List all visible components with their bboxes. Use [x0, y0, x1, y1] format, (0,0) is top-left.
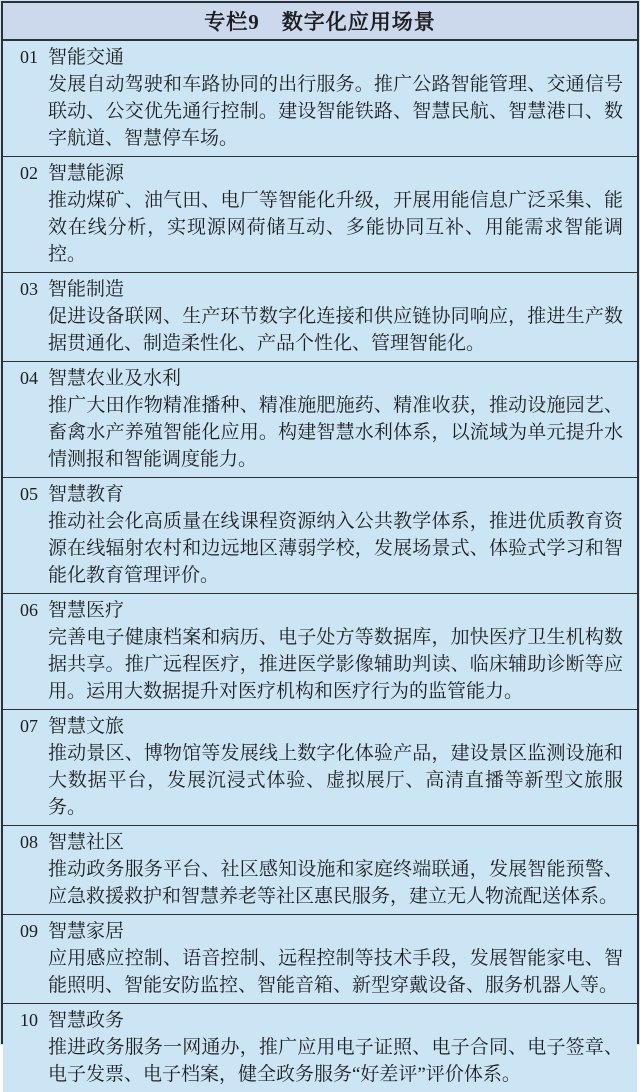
- item-number: 04: [20, 368, 38, 388]
- item-number: 06: [20, 600, 38, 620]
- item-description: 推进政务服务一网通办，推广应用电子证照、电子合同、电子签章、电子发票、电子档案，健全政务服务“好差评”评价体系。: [48, 1037, 623, 1085]
- item-title: 智慧文旅: [48, 716, 125, 737]
- item-heading: [3, 829, 637, 856]
- scenario-row-06: [3, 594, 637, 710]
- scenario-row-01: [3, 41, 637, 157]
- item-title: 智慧教育: [48, 484, 125, 505]
- item-heading: [3, 365, 637, 392]
- item-description: 推动政务服务平台、社区感知设施和家庭终端联通，发展智能预警、应急救援救护和智慧养老等社区惠民服务，建立无人物流配送体系。: [48, 859, 623, 907]
- scenario-row-10: [3, 1004, 637, 1092]
- scenario-row-03: [3, 273, 637, 362]
- item-number: 08: [20, 832, 38, 852]
- item-description: 应用感应控制、语音控制、远程控制等技术手段，发展智能家电、智能照明、智能安防监控、智能音箱、新型穿戴设备、服务机器人等。: [48, 948, 623, 996]
- item-title: 智能制造: [48, 279, 125, 300]
- item-heading: [3, 44, 637, 71]
- item-heading: [3, 160, 637, 187]
- item-heading: [3, 713, 637, 740]
- scenario-row-05: [3, 478, 637, 594]
- scenario-row-07: [3, 710, 637, 826]
- item-heading: [3, 1007, 637, 1034]
- item-description: 推动煤矿、油气田、电厂等智能化升级，开展用能信息广泛采集、能效在线分析，实现源网荷储互动、多能协同互补、用能需求智能调控。: [48, 190, 623, 265]
- item-title: 智慧社区: [48, 832, 125, 853]
- item-number: 05: [20, 484, 38, 504]
- box-title-bar: [3, 3, 637, 41]
- item-number: 07: [20, 716, 38, 736]
- item-title: 智慧农业及水利: [48, 368, 182, 389]
- item-title: 智慧医疗: [48, 600, 125, 621]
- item-title: 智慧政务: [48, 1010, 125, 1031]
- item-number: 02: [20, 163, 38, 183]
- scenario-list: [3, 41, 637, 1092]
- item-title: 智慧家居: [48, 921, 125, 942]
- item-heading: [3, 481, 637, 508]
- item-description: 推动社会化高质量在线课程资源纳入公共教学体系，推进优质教育资源在线辐射农村和边远地区薄弱学校，发展场景式、体验式学习和智能化教育管理评价。: [48, 511, 623, 586]
- item-heading: [3, 597, 637, 624]
- item-description: 推广大田作物精准播种、精准施肥施药、精准收获，推动设施园艺、畜禽水产养殖智能化应用。构建智慧水利体系，以流域为单元提升水情测报和智能调度能力。: [48, 395, 623, 470]
- item-description: 发展自动驾驶和车路协同的出行服务。推广公路智能管理、交通信号联动、公交优先通行控制。建设智能铁路、智慧民航、智慧港口、数字航道、智慧停车场。: [48, 74, 623, 149]
- scenario-row-09: [3, 915, 637, 1004]
- item-description: 完善电子健康档案和病历、电子处方等数据库，加快医疗卫生机构数据共享。推广远程医疗，推进医学影像辅助判读、临床辅助诊断等应用。运用大数据提升对医疗机构和医疗行为的监管能力。: [48, 627, 623, 702]
- scenario-row-04: [3, 362, 637, 478]
- item-heading: [3, 276, 637, 303]
- item-title: 智能交通: [48, 47, 125, 68]
- item-number: 09: [20, 921, 38, 941]
- item-number: 01: [20, 47, 38, 67]
- item-title: 智慧能源: [48, 163, 125, 184]
- item-description: 促进设备联网、生产环节数字化连接和供应链协同响应，推进生产数据贯通化、制造柔性化、产品个性化、管理智能化。: [48, 306, 623, 354]
- scenario-row-02: [3, 157, 637, 273]
- item-number: 03: [20, 279, 38, 299]
- item-number: 10: [20, 1010, 38, 1030]
- item-description: 推动景区、博物馆等发展线上数字化体验产品，建设景区监测设施和大数据平台，发展沉浸式体验、虚拟展厅、高清直播等新型文旅服务。: [48, 743, 623, 818]
- box-frame: [1, 1, 639, 1085]
- scenario-row-08: [3, 826, 637, 915]
- item-heading: [3, 918, 637, 945]
- box-title: 专栏9 数字化应用场景: [204, 10, 436, 34]
